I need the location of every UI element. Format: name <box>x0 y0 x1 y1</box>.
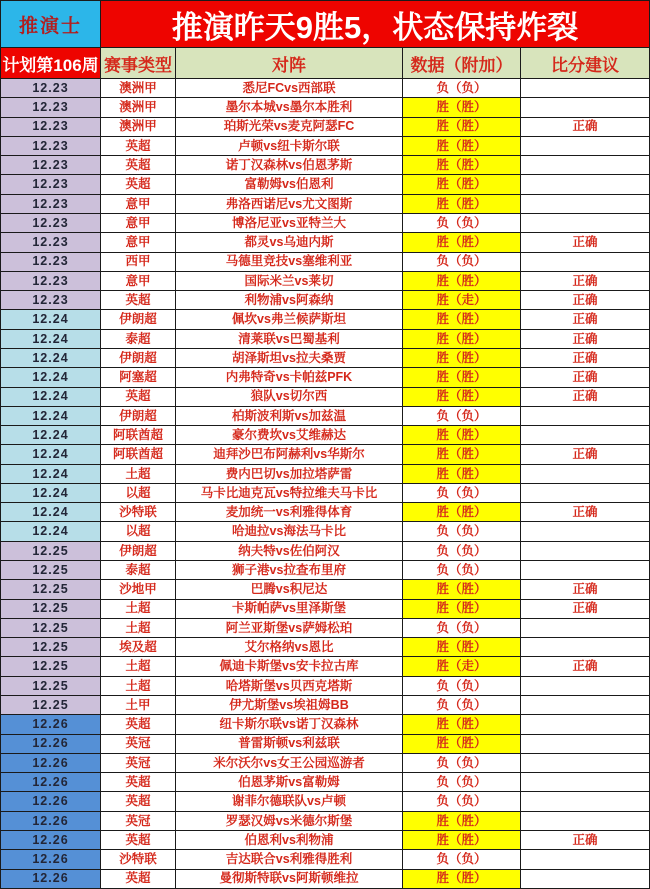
league-cell: 阿塞超 <box>101 368 176 387</box>
league-cell: 土超 <box>101 657 176 676</box>
table-row <box>1 156 650 175</box>
suggestion-cell: 正确 <box>521 272 650 291</box>
data-cell: 胜（胜） <box>403 638 521 657</box>
brand-cell: 推演士 <box>1 1 101 48</box>
data-cell: 负（负） <box>403 850 521 869</box>
league-cell: 英冠 <box>101 754 176 773</box>
data-cell: 胜（胜） <box>403 272 521 291</box>
suggestion-cell <box>521 812 650 831</box>
table-row <box>1 638 650 657</box>
league-cell: 意甲 <box>101 195 176 214</box>
league-cell: 土超 <box>101 465 176 484</box>
data-cell: 胜（胜） <box>403 137 521 156</box>
league-cell: 土超 <box>101 600 176 619</box>
data-cell: 胜（走） <box>403 291 521 310</box>
matchup-cell: 艾尔格纳vs恩比 <box>176 638 403 657</box>
matchup-cell: 卢顿vs纽卡斯尔联 <box>176 137 403 156</box>
table-row <box>1 137 650 156</box>
table-row <box>1 657 650 676</box>
data-cell: 负（负） <box>403 561 521 580</box>
data-cell: 负（负） <box>403 522 521 541</box>
suggestion-cell <box>521 465 650 484</box>
date-cell: 12.25 <box>1 561 101 580</box>
matchup-cell: 纳夫特vs佐伯阿汉 <box>176 542 403 561</box>
suggestion-cell: 正确 <box>521 368 650 387</box>
league-cell: 澳洲甲 <box>101 98 176 117</box>
data-cell: 胜（胜） <box>403 503 521 522</box>
league-cell: 土超 <box>101 677 176 696</box>
data-cell: 负（负） <box>403 792 521 811</box>
column-header-matchup: 对阵 <box>176 48 403 79</box>
league-cell: 英超 <box>101 388 176 407</box>
league-cell: 英冠 <box>101 812 176 831</box>
league-cell: 意甲 <box>101 272 176 291</box>
data-cell: 胜（胜） <box>403 465 521 484</box>
matchup-cell: 迪拜沙巴布阿赫利vs华斯尔 <box>176 445 403 464</box>
suggestion-cell <box>521 754 650 773</box>
matchup-cell: 墨尔本城vs墨尔本胜利 <box>176 98 403 117</box>
table-row <box>1 870 650 889</box>
column-header-suggestion: 比分建议 <box>521 48 650 79</box>
table-row <box>1 561 650 580</box>
league-cell: 伊朗超 <box>101 349 176 368</box>
suggestion-cell <box>521 735 650 754</box>
matchup-cell: 内弗特奇vs卡帕兹PFK <box>176 368 403 387</box>
data-cell: 负（负） <box>403 754 521 773</box>
suggestion-cell <box>521 773 650 792</box>
date-cell: 12.25 <box>1 580 101 599</box>
date-cell: 12.26 <box>1 792 101 811</box>
table-row <box>1 677 650 696</box>
date-cell: 12.24 <box>1 310 101 329</box>
suggestion-cell <box>521 619 650 638</box>
suggestion-cell: 正确 <box>521 503 650 522</box>
suggestion-cell <box>521 696 650 715</box>
date-cell: 12.23 <box>1 195 101 214</box>
matchup-cell: 马德里竞技vs塞维利亚 <box>176 253 403 272</box>
table-row <box>1 368 650 387</box>
matchup-cell: 哈迪拉vs海法马卡比 <box>176 522 403 541</box>
data-cell: 负（负） <box>403 677 521 696</box>
matchup-cell: 纽卡斯尔联vs诺丁汉森林 <box>176 715 403 734</box>
matchup-cell: 罗瑟汉姆vs米德尔斯堡 <box>176 812 403 831</box>
league-cell: 以超 <box>101 522 176 541</box>
matchup-cell: 柏斯波利斯vs加兹温 <box>176 407 403 426</box>
data-cell: 胜（胜） <box>403 831 521 850</box>
table-row <box>1 619 650 638</box>
date-cell: 12.25 <box>1 677 101 696</box>
date-cell: 12.24 <box>1 407 101 426</box>
suggestion-cell <box>521 426 650 445</box>
matchup-cell: 诺丁汉森林vs伯恩茅斯 <box>176 156 403 175</box>
data-cell: 胜（胜） <box>403 195 521 214</box>
table-row <box>1 754 650 773</box>
league-cell: 澳洲甲 <box>101 118 176 137</box>
table-row <box>1 330 650 349</box>
data-cell: 胜（胜） <box>403 735 521 754</box>
matchup-cell: 伯恩利vs利物浦 <box>176 831 403 850</box>
suggestion-cell <box>521 137 650 156</box>
matchup-cell: 富勒姆vs伯恩利 <box>176 175 403 194</box>
matchup-cell: 伯恩茅斯vs富勒姆 <box>176 773 403 792</box>
league-cell: 英超 <box>101 175 176 194</box>
matchup-cell: 胡泽斯坦vs拉夫桑贾 <box>176 349 403 368</box>
matchup-cell: 清莱联vs巴蜀基利 <box>176 330 403 349</box>
data-cell: 胜（胜） <box>403 600 521 619</box>
matchup-cell: 伊尤斯堡vs埃祖姆BB <box>176 696 403 715</box>
table-row <box>1 407 650 426</box>
suggestion-cell <box>521 175 650 194</box>
matchup-cell: 马卡比迪克瓦vs特拉维夫马卡比 <box>176 484 403 503</box>
date-cell: 12.23 <box>1 272 101 291</box>
date-cell: 12.23 <box>1 137 101 156</box>
matchup-cell: 曼彻斯特联vs阿斯顿维拉 <box>176 870 403 889</box>
table-row <box>1 503 650 522</box>
date-cell: 12.23 <box>1 291 101 310</box>
matchup-cell: 悉尼FCvs西部联 <box>176 79 403 98</box>
league-cell: 意甲 <box>101 233 176 252</box>
matchup-cell: 费内巴切vs加拉塔萨雷 <box>176 465 403 484</box>
league-cell: 西甲 <box>101 253 176 272</box>
league-cell: 泰超 <box>101 330 176 349</box>
date-cell: 12.24 <box>1 349 101 368</box>
plan-week-cell: 计划第106周 <box>1 48 101 79</box>
league-cell: 英超 <box>101 831 176 850</box>
date-cell: 12.25 <box>1 696 101 715</box>
column-header-league: 赛事类型 <box>101 48 176 79</box>
matchup-cell: 普雷斯顿vs利兹联 <box>176 735 403 754</box>
league-cell: 沙特联 <box>101 503 176 522</box>
suggestion-cell <box>521 195 650 214</box>
data-cell: 负（负） <box>403 484 521 503</box>
table-row <box>1 735 650 754</box>
date-cell: 12.26 <box>1 812 101 831</box>
data-cell: 胜（胜） <box>403 445 521 464</box>
date-cell: 12.25 <box>1 542 101 561</box>
league-cell: 阿联酋超 <box>101 426 176 445</box>
date-cell: 12.24 <box>1 368 101 387</box>
matchup-cell: 狮子港vs拉查布里府 <box>176 561 403 580</box>
date-cell: 12.23 <box>1 175 101 194</box>
league-cell: 埃及超 <box>101 638 176 657</box>
data-cell: 胜（胜） <box>403 426 521 445</box>
date-cell: 12.24 <box>1 484 101 503</box>
suggestion-cell <box>521 484 650 503</box>
suggestion-cell <box>521 79 650 98</box>
league-cell: 伊朗超 <box>101 542 176 561</box>
data-cell: 胜（胜） <box>403 330 521 349</box>
data-cell: 胜（走） <box>403 657 521 676</box>
date-cell: 12.26 <box>1 870 101 889</box>
league-cell: 英冠 <box>101 735 176 754</box>
date-cell: 12.24 <box>1 465 101 484</box>
date-cell: 12.25 <box>1 600 101 619</box>
suggestion-cell: 正确 <box>521 831 650 850</box>
column-header-data: 数据（附加） <box>403 48 521 79</box>
league-cell: 泰超 <box>101 561 176 580</box>
date-cell: 12.25 <box>1 619 101 638</box>
table-row <box>1 349 650 368</box>
league-cell: 英超 <box>101 156 176 175</box>
suggestion-cell <box>521 522 650 541</box>
matchup-cell: 博洛尼亚vs亚特兰大 <box>176 214 403 233</box>
matchup-cell: 吉达联合vs利雅得胜利 <box>176 850 403 869</box>
table-row <box>1 792 650 811</box>
league-cell: 英超 <box>101 870 176 889</box>
matchup-cell: 珀斯光荣vs麦克阿瑟FC <box>176 118 403 137</box>
data-cell: 胜（胜） <box>403 388 521 407</box>
matchup-cell: 豪尔费坎vs艾维赫达 <box>176 426 403 445</box>
data-cell: 负（负） <box>403 696 521 715</box>
table-row <box>1 310 650 329</box>
suggestion-cell: 正确 <box>521 233 650 252</box>
matchup-cell: 巴腾vs积尼达 <box>176 580 403 599</box>
data-cell: 胜（胜） <box>403 349 521 368</box>
table-row <box>1 388 650 407</box>
date-cell: 12.23 <box>1 156 101 175</box>
league-cell: 土甲 <box>101 696 176 715</box>
league-cell: 英超 <box>101 773 176 792</box>
table-row <box>1 542 650 561</box>
league-cell: 阿联酋超 <box>101 445 176 464</box>
table-row <box>1 214 650 233</box>
suggestion-cell: 正确 <box>521 657 650 676</box>
date-cell: 12.23 <box>1 214 101 233</box>
date-cell: 12.23 <box>1 253 101 272</box>
matchup-cell: 哈塔斯堡vs贝西克塔斯 <box>176 677 403 696</box>
data-cell: 胜（胜） <box>403 175 521 194</box>
matchup-cell: 都灵vs乌迪内斯 <box>176 233 403 252</box>
matchup-cell: 弗洛西诺尼vs尤文图斯 <box>176 195 403 214</box>
data-cell: 胜（胜） <box>403 580 521 599</box>
date-cell: 12.25 <box>1 638 101 657</box>
data-cell: 胜（胜） <box>403 98 521 117</box>
date-cell: 12.24 <box>1 330 101 349</box>
table-row <box>1 715 650 734</box>
date-cell: 12.26 <box>1 754 101 773</box>
date-cell: 12.26 <box>1 773 101 792</box>
league-cell: 英超 <box>101 137 176 156</box>
data-cell: 胜（胜） <box>403 310 521 329</box>
suggestion-cell <box>521 407 650 426</box>
matchup-cell: 狼队vs切尔西 <box>176 388 403 407</box>
table-row <box>1 118 650 137</box>
league-cell: 英超 <box>101 291 176 310</box>
suggestion-cell <box>521 870 650 889</box>
matchup-cell: 麦加统一vs利雅得体育 <box>176 503 403 522</box>
data-cell: 胜（胜） <box>403 870 521 889</box>
matchup-cell: 佩迪卡斯堡vs安卡拉古库 <box>176 657 403 676</box>
table-row <box>1 98 650 117</box>
league-cell: 沙地甲 <box>101 580 176 599</box>
date-cell: 12.26 <box>1 831 101 850</box>
data-cell: 负（负） <box>403 542 521 561</box>
table-row <box>1 522 650 541</box>
suggestion-cell <box>521 214 650 233</box>
suggestion-cell <box>521 253 650 272</box>
suggestion-cell <box>521 792 650 811</box>
suggestion-cell: 正确 <box>521 388 650 407</box>
date-cell: 12.24 <box>1 503 101 522</box>
suggestion-cell: 正确 <box>521 118 650 137</box>
data-cell: 胜（胜） <box>403 715 521 734</box>
league-cell: 以超 <box>101 484 176 503</box>
suggestion-cell <box>521 561 650 580</box>
data-cell: 胜（胜） <box>403 233 521 252</box>
matchup-cell: 谢菲尔德联队vs卢顿 <box>176 792 403 811</box>
league-cell: 英超 <box>101 792 176 811</box>
suggestion-cell <box>521 677 650 696</box>
league-cell: 土超 <box>101 619 176 638</box>
date-cell: 12.26 <box>1 715 101 734</box>
suggestion-cell <box>521 850 650 869</box>
table-row <box>1 272 650 291</box>
data-cell: 负（负） <box>403 253 521 272</box>
table-row <box>1 445 650 464</box>
data-cell: 负（负） <box>403 407 521 426</box>
date-cell: 12.25 <box>1 657 101 676</box>
suggestion-cell: 正确 <box>521 291 650 310</box>
matchup-cell: 米尔沃尔vs女王公园巡游者 <box>176 754 403 773</box>
suggestion-cell: 正确 <box>521 580 650 599</box>
date-cell: 12.23 <box>1 233 101 252</box>
table-body <box>1 79 650 889</box>
league-cell: 英超 <box>101 715 176 734</box>
table-row <box>1 426 650 445</box>
matchup-cell: 国际米兰vs莱切 <box>176 272 403 291</box>
table-row <box>1 233 650 252</box>
table-row <box>1 484 650 503</box>
data-cell: 负（负） <box>403 619 521 638</box>
table-row <box>1 79 650 98</box>
date-cell: 12.23 <box>1 79 101 98</box>
data-cell: 负（负） <box>403 214 521 233</box>
table-row <box>1 175 650 194</box>
date-cell: 12.23 <box>1 98 101 117</box>
matchup-cell: 卡斯帕萨vs里泽斯堡 <box>176 600 403 619</box>
data-cell: 胜（胜） <box>403 156 521 175</box>
suggestion-cell: 正确 <box>521 349 650 368</box>
data-cell: 胜（胜） <box>403 368 521 387</box>
top-banner <box>1 1 650 48</box>
table-row <box>1 253 650 272</box>
suggestion-cell: 正确 <box>521 310 650 329</box>
suggestion-cell <box>521 156 650 175</box>
column-header-row <box>1 48 650 79</box>
table-row <box>1 812 650 831</box>
table-row <box>1 291 650 310</box>
data-cell: 负（负） <box>403 773 521 792</box>
table-row <box>1 465 650 484</box>
league-cell: 澳洲甲 <box>101 79 176 98</box>
suggestion-cell: 正确 <box>521 330 650 349</box>
table-row <box>1 580 650 599</box>
table-row <box>1 600 650 619</box>
suggestion-cell <box>521 638 650 657</box>
suggestion-cell <box>521 98 650 117</box>
table-row <box>1 696 650 715</box>
date-cell: 12.24 <box>1 426 101 445</box>
data-cell: 胜（胜） <box>403 118 521 137</box>
table-row <box>1 773 650 792</box>
table-row <box>1 831 650 850</box>
data-cell: 胜（胜） <box>403 812 521 831</box>
suggestion-cell: 正确 <box>521 445 650 464</box>
date-cell: 12.26 <box>1 735 101 754</box>
table-row <box>1 195 650 214</box>
matchup-cell: 佩坎vs弗兰候萨斯坦 <box>176 310 403 329</box>
matchup-cell: 利物浦vs阿森纳 <box>176 291 403 310</box>
table-row <box>1 850 650 869</box>
date-cell: 12.24 <box>1 445 101 464</box>
date-cell: 12.23 <box>1 118 101 137</box>
suggestion-cell <box>521 715 650 734</box>
data-cell: 负（负） <box>403 79 521 98</box>
league-cell: 沙特联 <box>101 850 176 869</box>
date-cell: 12.24 <box>1 522 101 541</box>
league-cell: 伊朗超 <box>101 407 176 426</box>
league-cell: 意甲 <box>101 214 176 233</box>
page-title: 推演昨天9胜5，状态保持炸裂 <box>101 1 650 48</box>
league-cell: 伊朗超 <box>101 310 176 329</box>
suggestion-cell <box>521 542 650 561</box>
date-cell: 12.24 <box>1 388 101 407</box>
suggestion-cell: 正确 <box>521 600 650 619</box>
date-cell: 12.26 <box>1 850 101 869</box>
matchup-cell: 阿兰亚斯堡vs萨姆松珀 <box>176 619 403 638</box>
